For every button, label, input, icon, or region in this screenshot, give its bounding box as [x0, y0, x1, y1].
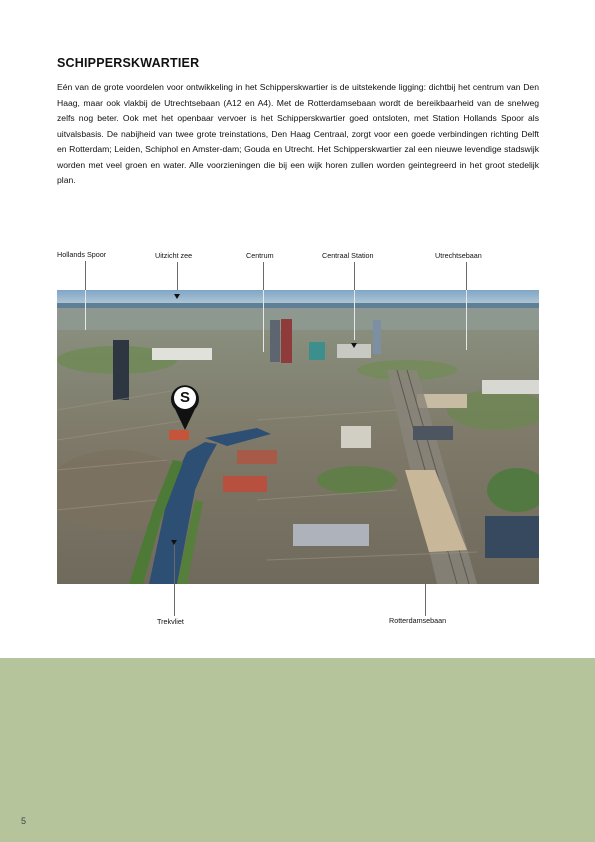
leader-line-centrum-photo [263, 290, 264, 352]
label-centrum: Centrum [246, 251, 274, 260]
leader-line-hollands-spoor-photo [85, 290, 86, 330]
arrow-trekvliet [171, 540, 177, 545]
arrow-centraal-station [351, 343, 357, 348]
leader-line-hollands-spoor [85, 261, 86, 290]
label-uitzicht-zee: Uitzicht zee [155, 251, 193, 260]
intro-paragraph: Eén van de grote voordelen voor ontwikkeling in het Schipperskwartier is de uitstekende ligging: dichtbij het centrum van Den Haag, maar ook vlakbij de Utrechtsebaan (A12 en A4). Met de Rotterdamsebaan wordt de bereikbaarheid van de snelweg zelfs nog beter. Ook met het openbaar vervoer is het Schipperskwartier goed ontsloten, met Station Hollands Spoor als uitvalsbasis. De nabijheid van twee grote treinstations, Den Haag Centraal, zorgt voor een goede verbindingen richting Delft en Rotterdam; Leiden, Schiphol en Amster-dam; Gouda en Utrecht. Het Schipperskwartier zal een nieuwe levendige stadswijk worden met veel groen en water. Alle voorzieningen die bij een wijk horen zullen worden geintegreerd in het groot stedelijk plan. [57, 82, 539, 185]
label-utrechtsebaan: Utrechtsebaan [435, 251, 482, 260]
location-pin-icon [170, 383, 200, 431]
label-rotterdamsebaan: Rotterdamsebaan [389, 616, 447, 625]
label-trekvliet: Trekvliet [157, 617, 184, 626]
label-hollands-spoor: Hollands Spoor [57, 250, 107, 259]
page-number: 5 [21, 816, 27, 826]
label-centraal-station: Centraal Station [322, 251, 374, 260]
footer-band [0, 658, 595, 842]
leader-line-centraal-station-photo [354, 290, 355, 340]
leader-line-rotterdamsebaan [425, 584, 426, 616]
leader-line-trekvliet [174, 540, 175, 616]
pin-letter: S [179, 389, 190, 406]
leader-line-uitzicht-zee [177, 262, 178, 290]
leader-line-centrum [263, 262, 264, 290]
leader-line-centraal-station [354, 262, 355, 290]
arrow-uitzicht-zee [174, 294, 180, 299]
leader-line-utrechtsebaan-photo [466, 290, 467, 350]
leader-line-utrechtsebaan [466, 262, 467, 290]
section-title: SCHIPPERSKWARTIER [57, 56, 200, 70]
